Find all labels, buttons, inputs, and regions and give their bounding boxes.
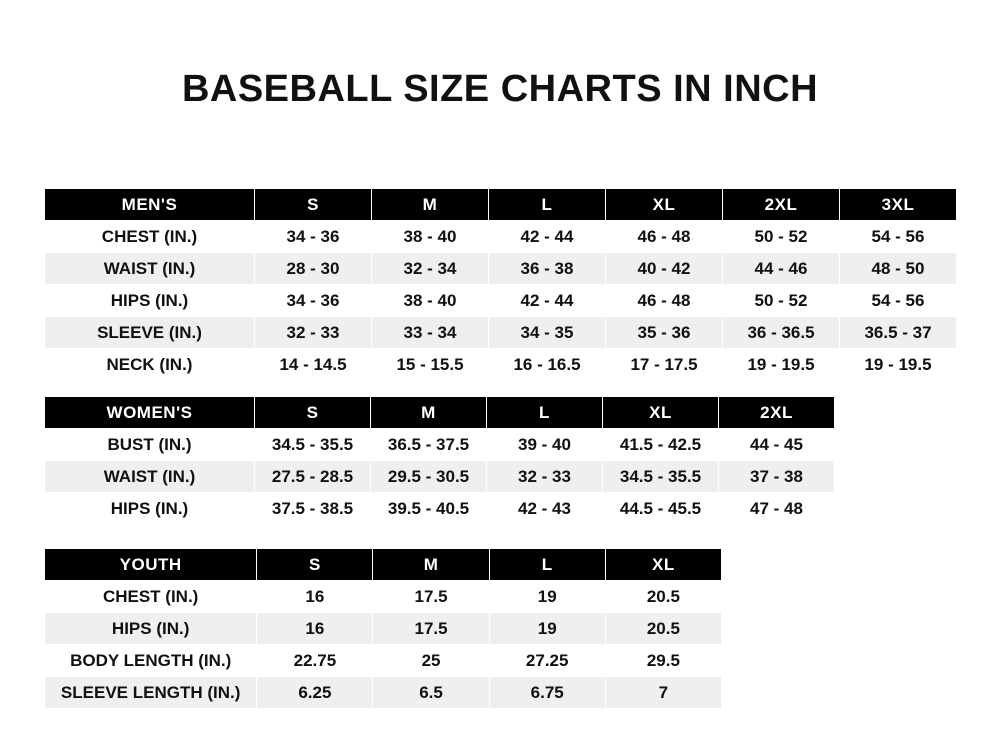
cell: 16 - 16.5 bbox=[489, 349, 606, 381]
cell: 19 bbox=[489, 581, 605, 613]
womens-table-header bbox=[45, 397, 835, 429]
womens-header-label: WOMEN'S bbox=[45, 397, 255, 429]
youth-header-l: L bbox=[489, 549, 605, 581]
cell: 27.25 bbox=[489, 645, 605, 677]
womens-header-s: S bbox=[255, 397, 371, 429]
cell: 25 bbox=[373, 645, 489, 677]
cell: 27.5 - 28.5 bbox=[255, 461, 371, 493]
table-row bbox=[45, 429, 835, 461]
cell: 42 - 43 bbox=[487, 493, 603, 525]
cell: 46 - 48 bbox=[606, 285, 723, 317]
cell: 37.5 - 38.5 bbox=[255, 493, 371, 525]
cell: 22.75 bbox=[257, 645, 373, 677]
row-label: BODY LENGTH (IN.) bbox=[45, 645, 257, 677]
table-row bbox=[45, 461, 835, 493]
cell: 33 - 34 bbox=[372, 317, 489, 349]
cell: 39.5 - 40.5 bbox=[371, 493, 487, 525]
row-label: CHEST (IN.) bbox=[45, 221, 255, 253]
mens-header-label: MEN'S bbox=[45, 189, 255, 221]
row-label: WAIST (IN.) bbox=[45, 253, 255, 285]
mens-header-s: S bbox=[255, 189, 372, 221]
table-header-row bbox=[45, 549, 722, 581]
cell: 16 bbox=[257, 581, 373, 613]
womens-table-body bbox=[45, 429, 835, 525]
womens-header-2xl: 2XL bbox=[719, 397, 835, 429]
cell: 6.5 bbox=[373, 677, 489, 709]
youth-table-header bbox=[45, 549, 722, 581]
cell: 6.75 bbox=[489, 677, 605, 709]
mens-header-2xl: 2XL bbox=[723, 189, 840, 221]
mens-header-m: M bbox=[372, 189, 489, 221]
cell: 48 - 50 bbox=[840, 253, 957, 285]
cell: 44 - 46 bbox=[723, 253, 840, 285]
cell: 34 - 35 bbox=[489, 317, 606, 349]
table-row bbox=[45, 613, 722, 645]
womens-header-xl: XL bbox=[603, 397, 719, 429]
cell: 29.5 bbox=[605, 645, 721, 677]
cell: 19 - 19.5 bbox=[723, 349, 840, 381]
cell: 36 - 36.5 bbox=[723, 317, 840, 349]
cell: 44.5 - 45.5 bbox=[603, 493, 719, 525]
youth-table-body bbox=[45, 581, 722, 709]
cell: 29.5 - 30.5 bbox=[371, 461, 487, 493]
table-row bbox=[45, 253, 957, 285]
row-label: HIPS (IN.) bbox=[45, 493, 255, 525]
cell: 32 - 33 bbox=[255, 317, 372, 349]
cell: 34.5 - 35.5 bbox=[255, 429, 371, 461]
cell: 15 - 15.5 bbox=[372, 349, 489, 381]
cell: 36.5 - 37 bbox=[840, 317, 957, 349]
cell: 46 - 48 bbox=[606, 221, 723, 253]
womens-size-table bbox=[44, 396, 835, 525]
table-row bbox=[45, 221, 957, 253]
cell: 32 - 34 bbox=[372, 253, 489, 285]
cell: 17.5 bbox=[373, 581, 489, 613]
cell: 16 bbox=[257, 613, 373, 645]
row-label: NECK (IN.) bbox=[45, 349, 255, 381]
cell: 39 - 40 bbox=[487, 429, 603, 461]
cell: 40 - 42 bbox=[606, 253, 723, 285]
cell: 17.5 bbox=[373, 613, 489, 645]
mens-table-header bbox=[45, 189, 957, 221]
cell: 19 - 19.5 bbox=[840, 349, 957, 381]
mens-header-xl: XL bbox=[606, 189, 723, 221]
cell: 32 - 33 bbox=[487, 461, 603, 493]
cell: 14 - 14.5 bbox=[255, 349, 372, 381]
table-row bbox=[45, 285, 957, 317]
youth-header-xl: XL bbox=[605, 549, 721, 581]
cell: 37 - 38 bbox=[719, 461, 835, 493]
page-title: BASEBALL SIZE CHARTS IN INCH bbox=[181, 68, 819, 110]
row-label: SLEEVE LENGTH (IN.) bbox=[45, 677, 257, 709]
cell: 50 - 52 bbox=[723, 221, 840, 253]
table-header-row bbox=[45, 397, 835, 429]
table-row bbox=[45, 581, 722, 613]
cell: 42 - 44 bbox=[489, 221, 606, 253]
cell: 36 - 38 bbox=[489, 253, 606, 285]
cell: 20.5 bbox=[605, 613, 721, 645]
womens-header-l: L bbox=[487, 397, 603, 429]
row-label: HIPS (IN.) bbox=[45, 285, 255, 317]
youth-header-m: M bbox=[373, 549, 489, 581]
mens-size-table bbox=[44, 188, 957, 381]
table-row bbox=[45, 677, 722, 709]
cell: 41.5 - 42.5 bbox=[603, 429, 719, 461]
row-label: BUST (IN.) bbox=[45, 429, 255, 461]
mens-header-3xl: 3XL bbox=[840, 189, 957, 221]
cell: 34 - 36 bbox=[255, 221, 372, 253]
cell: 19 bbox=[489, 613, 605, 645]
cell: 7 bbox=[605, 677, 721, 709]
cell: 36.5 - 37.5 bbox=[371, 429, 487, 461]
table-row bbox=[45, 317, 957, 349]
mens-header-l: L bbox=[489, 189, 606, 221]
row-label: SLEEVE (IN.) bbox=[45, 317, 255, 349]
cell: 35 - 36 bbox=[606, 317, 723, 349]
table-row bbox=[45, 645, 722, 677]
row-label: CHEST (IN.) bbox=[45, 581, 257, 613]
youth-size-table bbox=[44, 548, 722, 709]
cell: 42 - 44 bbox=[489, 285, 606, 317]
cell: 6.25 bbox=[257, 677, 373, 709]
cell: 47 - 48 bbox=[719, 493, 835, 525]
table-row bbox=[45, 349, 957, 381]
cell: 54 - 56 bbox=[840, 285, 957, 317]
row-label: WAIST (IN.) bbox=[45, 461, 255, 493]
mens-table-body bbox=[45, 221, 957, 381]
cell: 38 - 40 bbox=[372, 285, 489, 317]
cell: 20.5 bbox=[605, 581, 721, 613]
cell: 34 - 36 bbox=[255, 285, 372, 317]
table-header-row bbox=[45, 189, 957, 221]
table-row bbox=[45, 493, 835, 525]
cell: 50 - 52 bbox=[723, 285, 840, 317]
womens-header-m: M bbox=[371, 397, 487, 429]
cell: 44 - 45 bbox=[719, 429, 835, 461]
cell: 17 - 17.5 bbox=[606, 349, 723, 381]
cell: 38 - 40 bbox=[372, 221, 489, 253]
row-label: HIPS (IN.) bbox=[45, 613, 257, 645]
cell: 34.5 - 35.5 bbox=[603, 461, 719, 493]
cell: 28 - 30 bbox=[255, 253, 372, 285]
youth-header-label: YOUTH bbox=[45, 549, 257, 581]
youth-header-s: S bbox=[257, 549, 373, 581]
cell: 54 - 56 bbox=[840, 221, 957, 253]
